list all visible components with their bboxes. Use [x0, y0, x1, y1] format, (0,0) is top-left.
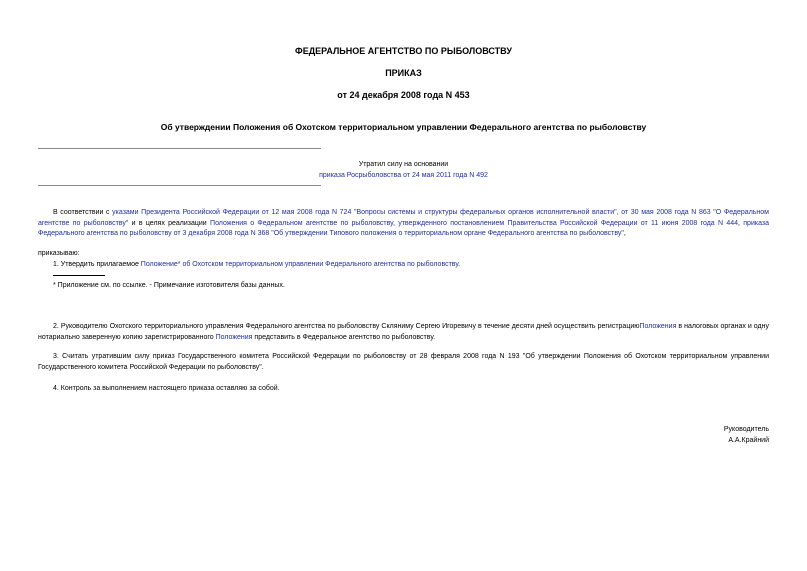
link-regulation-okhotsk[interactable]: Положение* об Охотском территориальном управлении Федерального агентства по рыболовству [140, 261, 459, 268]
item-2 [38, 322, 769, 343]
status-line: Утратил силу на основании [358, 161, 449, 168]
status-link[interactable]: приказа Росрыболовства от 24 мая 2011 года N 492 [319, 172, 488, 179]
preamble-paragraph [38, 208, 769, 240]
divider-top [38, 148, 321, 149]
preamble-text-1: В соответствии с [53, 209, 113, 216]
divider-bottom [38, 185, 321, 186]
preamble-text-3: , [738, 219, 744, 227]
order-word: приказываю: [38, 250, 80, 257]
item-1 [38, 260, 769, 271]
link-agency-regulation[interactable]: Положения о Федеральном агентстве по рыболовству, утвержденного постановлением Правительства Российской Федерации от 11 июня 2008 года N 444 [210, 219, 739, 227]
item-1-text: 1. Утвердить прилагаемое [53, 261, 141, 268]
signature-name: А.А.Крайний [728, 436, 769, 444]
item-2-text-2: в налоговых органах и одну нотариально заверенную копию зарегистрированного [38, 323, 769, 341]
item-4: 4. Контроль за выполнением настоящего приказа оставляю за собой. [53, 385, 280, 392]
signature-block [724, 425, 769, 446]
preamble-text-2: и в целях реализации [128, 219, 211, 227]
signature-position: Руководитель [723, 426, 769, 433]
document-type: ПРИКАЗ [385, 68, 422, 78]
document-date-number: от 24 декабря 2008 года N 453 [337, 90, 470, 100]
link-regulation-1[interactable]: Положения [639, 323, 677, 330]
item-2-text-3: представить в Федеральное агентство по рыболовству. [252, 333, 436, 341]
link-order-368[interactable]: приказа Федерального агентства по рыболовству от 3 декабря 2008 года N 368 "Об утверждении Типового положения о территориальном органе Федерального агентства по рыболовству" [38, 219, 769, 237]
item-1-end: . [458, 261, 461, 268]
link-regulation-2[interactable]: Положения [215, 333, 253, 341]
item-3: 3. Считать утратившим силу приказ Государственного комитета Российской Федерации по рыболовству от 28 февраля 2008 года N 193 "Об утверждении Положения об Охотском территориальном управлении Государственного комитета Российской Федерации по рыболовству". [38, 353, 769, 371]
agency-title: ФЕДЕРАЛЬНОЕ АГЕНТСТВО ПО РЫБОЛОВСТВУ [295, 46, 512, 56]
footnote-rule [53, 275, 105, 276]
footnote: * Приложение см. по ссылке. - Примечание изготовителя базы данных. [53, 282, 285, 289]
link-presidential-decrees[interactable]: указами Президента Российской Федерации от 12 мая 2008 года N 724 "Вопросы системы и структуры федеральных органов исполнительной власти", от 30 мая 2008 года N 863 "О Федеральном агентстве по рыболовству" [38, 209, 769, 227]
preamble-text-4: , [623, 230, 626, 237]
status-note [38, 159, 769, 181]
item-2-text-1: 2. Руководителю Охотского территориального управления Федерального агентства по рыболовству Скляниму Сергею Игоревичу в течение десяти дней осуществить регистрацию [53, 323, 640, 330]
document-subject: Об утверждении Положения об Охотском территориальном управлении Федерального агентства по рыболовству [160, 122, 647, 132]
